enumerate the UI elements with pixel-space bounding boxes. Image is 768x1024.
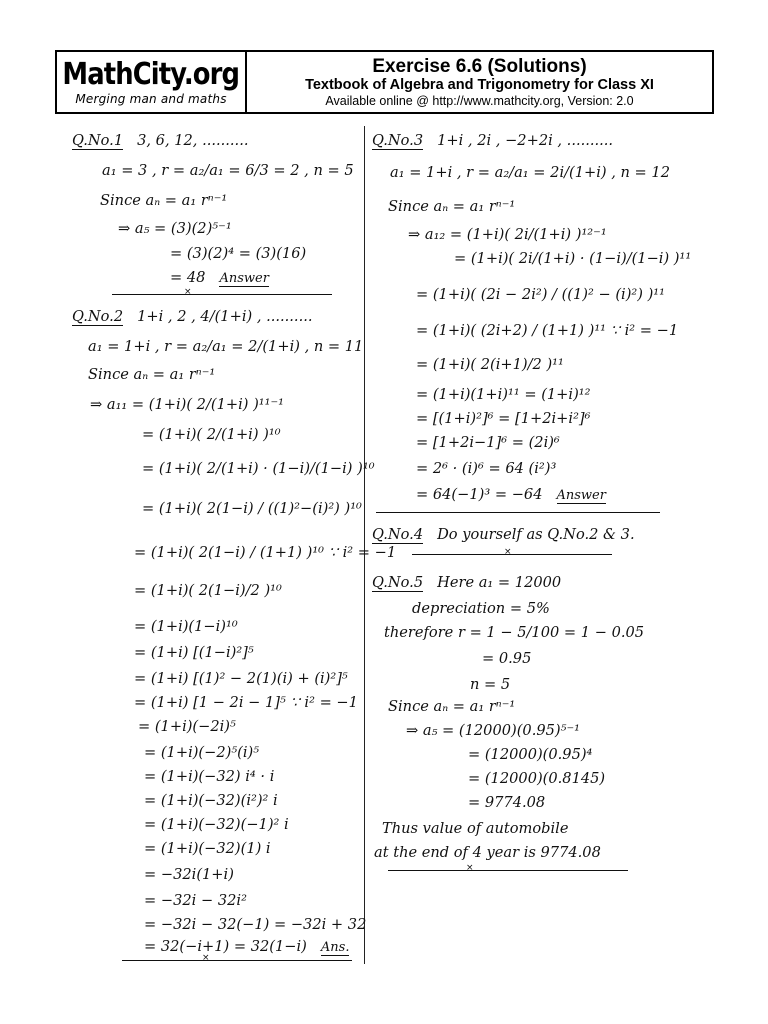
q2-heading <box>72 308 312 326</box>
q5-conclusion: at the end of 4 year is 9774.08 <box>374 844 601 861</box>
site-logo[interactable]: MathCity.org <box>62 56 240 92</box>
q5-step: ⇒ a₅ = (12000)(0.95)⁵⁻¹ <box>406 722 581 739</box>
q2-answer-mark: Ans. <box>320 940 350 955</box>
q4-separator <box>412 554 612 555</box>
q3-step: = [1+2i−1]⁶ = (2i)⁶ <box>416 434 560 451</box>
exercise-title: Exercise 6.6 (Solutions) <box>372 55 587 77</box>
q3-step: = (1+i)( 2(i+1)/2 )¹¹ <box>416 356 564 373</box>
q5-given: Here a₁ = 12000 <box>437 574 562 591</box>
q2-step: = −32i(1+i) <box>144 866 234 883</box>
q2-step: a₁ = 1+i , r = a₂/a₁ = 2/(1+i) , n = 11 <box>88 338 364 355</box>
q2-result <box>144 938 349 956</box>
q2-step: ⇒ a₁₁ = (1+i)( 2/(1+i) )¹¹⁻¹ <box>90 396 285 413</box>
q1-heading <box>72 132 248 150</box>
q5-step: Since aₙ = a₁ rⁿ⁻¹ <box>388 698 516 715</box>
separator-mark: × <box>202 953 210 963</box>
q1-result <box>170 269 269 287</box>
q2-step: = (1+i)(−2)⁵(i)⁵ <box>144 744 260 761</box>
q5-step: = 0.95 <box>482 650 532 667</box>
textbook-subtitle: Textbook of Algebra and Trigonometry for Class XI <box>305 76 654 93</box>
q2-step: = (1+i)( 2/(1+i) )¹⁰ <box>142 426 281 443</box>
q5-conclusion: Thus value of automobile <box>382 820 569 837</box>
q5-heading <box>372 574 561 592</box>
q3-step: = [(1+i)²]⁶ = [1+2i+i²]⁶ <box>416 410 591 427</box>
q2-step: = (1+i)(−32)(i²)² i <box>144 792 278 809</box>
q2-step: = (1+i)(−32) i⁴ · i <box>144 768 275 785</box>
q3-answer-mark: Answer <box>556 488 606 503</box>
q2-separator <box>122 960 352 961</box>
q2-step: = (1+i) [1 − 2i − 1]⁵ ∵ i² = −1 <box>134 694 358 711</box>
q3-step: a₁ = 1+i , r = a₂/a₁ = 2i/(1+i) , n = 12 <box>390 164 670 181</box>
q1-step: Since aₙ = a₁ rⁿ⁻¹ <box>100 192 228 209</box>
q4-text: Do yourself as Q.No.2 & 3. <box>437 526 635 543</box>
page-header <box>55 50 714 114</box>
q1-label: Q.No.1 <box>72 132 124 149</box>
q2-step: = (1+i)( 2/(1+i) · (1−i)/(1−i) )¹⁰ <box>142 460 375 477</box>
q2-step: = (1+i) [(1−i)²]⁵ <box>134 644 254 661</box>
q2-step: = (1+i) [(1)² − 2(1)(i) + (i)²]⁵ <box>134 670 348 687</box>
q3-step: Since aₙ = a₁ rⁿ⁻¹ <box>388 198 516 215</box>
q5-label: Q.No.5 <box>372 574 424 591</box>
q2-step: = (1+i)( 2(1−i)/2 )¹⁰ <box>134 582 282 599</box>
q2-step: = (1+i)(−2i)⁵ <box>138 718 236 735</box>
q3-sequence: 1+i , 2i , −2+2i , .......... <box>437 132 614 149</box>
q2-step: = (1+i)( 2(1−i) / ((1)²−(i)²) )¹⁰ <box>142 500 362 517</box>
q1-answer-mark: Answer <box>219 271 269 286</box>
q4-label: Q.No.4 <box>372 526 424 543</box>
q4-heading <box>372 526 635 544</box>
q1-step: = (3)(2)⁴ = (3)(16) <box>170 245 307 262</box>
q5-step: depreciation = 5% <box>412 600 550 617</box>
q3-step: ⇒ a₁₂ = (1+i)( 2i/(1+i) )¹²⁻¹ <box>408 226 607 243</box>
q3-step: = (1+i)( (2i+2) / (1+1) )¹¹ ∵ i² = −1 <box>416 322 679 339</box>
q2-final-value: = 32(−i+1) = 32(1−i) <box>144 938 307 955</box>
title-box <box>247 52 712 112</box>
separator-mark: × <box>466 863 474 873</box>
q2-step: Since aₙ = a₁ rⁿ⁻¹ <box>88 366 216 383</box>
q1-final-value: = 48 <box>170 269 206 286</box>
separator-mark: × <box>504 547 512 557</box>
q2-step: = −32i − 32i² <box>144 892 247 909</box>
q2-step: = (1+i)(−32)(−1)² i <box>144 816 289 833</box>
q3-step: = (1+i)( 2i/(1+i) · (1−i)/(1−i) )¹¹ <box>454 250 692 267</box>
q3-separator <box>376 512 660 513</box>
q2-label: Q.No.2 <box>72 308 124 325</box>
q2-step: = (1+i)(−32)(1) i <box>144 840 271 857</box>
q3-step: = 2⁶ · (i)⁶ = 64 (i²)³ <box>416 460 557 477</box>
q3-result <box>416 486 606 504</box>
q5-step: = (12000)(0.95)⁴ <box>468 746 593 763</box>
site-tagline: Merging man and maths <box>75 91 227 106</box>
q1-step: a₁ = 3 , r = a₂/a₁ = 6/3 = 2 , n = 5 <box>102 162 354 179</box>
availability-info: Available online @ http://www.mathcity.org, Version: 2.0 <box>325 93 634 108</box>
q5-separator <box>388 870 628 871</box>
q1-separator <box>112 294 332 295</box>
q3-final-value: = 64(−1)³ = −64 <box>416 486 543 503</box>
q2-step: = (1+i)( 2(1−i) / (1+1) )¹⁰ ∵ i² = −1 <box>134 544 397 561</box>
q3-step: = (1+i)( (2i − 2i²) / ((1)² − (i)²) )¹¹ <box>416 286 665 303</box>
q3-heading <box>372 132 613 150</box>
q2-step: = −32i − 32(−1) = −32i + 32 <box>144 916 367 933</box>
q2-sequence: 1+i , 2 , 4/(1+i) , .......... <box>137 308 313 325</box>
q2-step: = (1+i)(1−i)¹⁰ <box>134 618 238 635</box>
q5-step: therefore r = 1 − 5/100 = 1 − 0.05 <box>384 624 645 641</box>
q3-step: = (1+i)(1+i)¹¹ = (1+i)¹² <box>416 386 591 403</box>
q5-step: n = 5 <box>470 676 511 693</box>
q5-step: = (12000)(0.8145) <box>468 770 606 787</box>
q5-step: = 9774.08 <box>468 794 546 811</box>
q1-sequence: 3, 6, 12, .......... <box>137 132 249 149</box>
separator-mark: × <box>184 287 192 297</box>
q3-label: Q.No.3 <box>372 132 424 149</box>
q1-step: ⇒ a₅ = (3)(2)⁵⁻¹ <box>118 220 232 237</box>
mathcity-logo-box <box>57 52 247 112</box>
